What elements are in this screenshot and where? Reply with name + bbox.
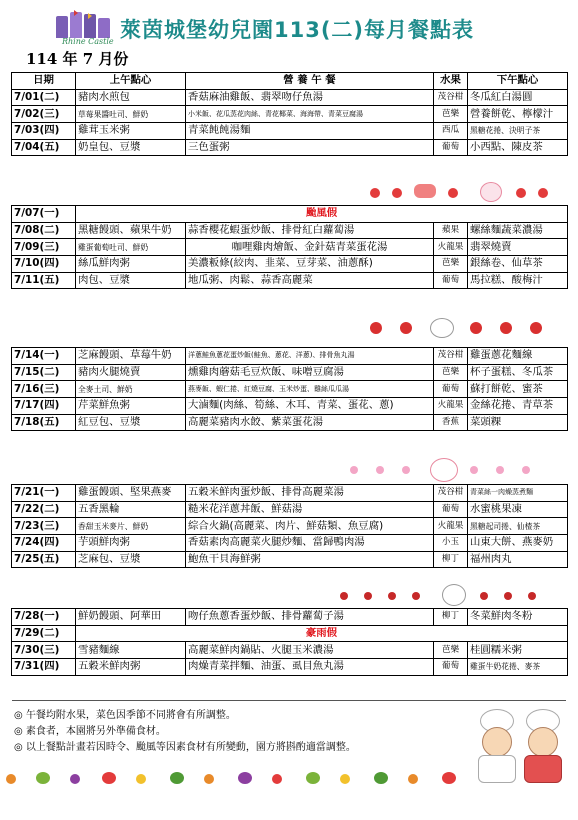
fruit-cell: 茂谷柑 [434, 89, 468, 106]
pm-snack-cell: 福州肉丸 [468, 551, 568, 568]
column-header-pm-snack: 下午點心 [468, 73, 568, 90]
table-row [12, 609, 568, 626]
pm-snack-cell: 小西點、陳皮茶 [468, 139, 568, 156]
lunch-cell: 咖哩雞肉燴飯、金針菇青菜蛋花湯 [186, 239, 434, 256]
lunch-cell: 大滷麵(肉絲、筍絲、木耳、青菜、蛋花、蔥) [186, 398, 434, 415]
date-cell: 7/11(五) [12, 272, 76, 289]
lunch-cell: 高麗菜豬肉水餃、紫菜蛋花湯 [186, 414, 434, 431]
lunch-cell: 糙米花洋蔥丼飯、鮮菇湯 [186, 501, 434, 518]
date-cell: 7/22(二) [12, 501, 76, 518]
pm-snack-cell: 雞蛋牛奶花捲、麥茶 [468, 659, 568, 676]
pm-snack-cell: 蘇打餅乾、蜜茶 [468, 381, 568, 398]
pm-snack-cell: 銀絲卷、仙草茶 [468, 256, 568, 273]
am-snack-cell: 黑糖饅頭、蘋果牛奶 [76, 222, 186, 239]
pm-snack-cell: 營養餅乾、檸檬汁 [468, 106, 568, 123]
column-header-lunch: 營 養 午 餐 [186, 73, 434, 90]
date-cell: 7/02(三) [12, 106, 76, 123]
date-cell: 7/14(一) [12, 348, 76, 365]
chef-kids-illustration [470, 705, 570, 785]
lunch-cell: 燕麥飯、蝦仁捲、紅燒豆腐、玉米炒蛋、雞絲瓜瓜湯 [186, 381, 434, 398]
fruit-cell: 西瓜 [434, 123, 468, 140]
fruit-cell: 火龍果 [434, 518, 468, 535]
date-cell: 7/30(三) [12, 642, 76, 659]
pm-snack-cell: 山東大餅、燕麥奶 [468, 535, 568, 552]
am-snack-cell: 芝麻饅頭、草莓牛奶 [76, 348, 186, 365]
pm-snack-cell: 水蜜桃果凍 [468, 501, 568, 518]
lunch-cell: 蒜香櫻花蝦蛋炒飯、排骨紅白蘿蔔湯 [186, 222, 434, 239]
table-row [12, 551, 568, 568]
lunch-cell: 香菇素肉高麗菜火腿炒麵、當歸鴨肉湯 [186, 535, 434, 552]
lunch-cell: 鮑魚干貝海鮮粥 [186, 551, 434, 568]
table-row [12, 139, 568, 156]
date-cell: 7/08(二) [12, 222, 76, 239]
date-cell: 7/29(二) [12, 625, 76, 642]
pm-snack-cell: 雞蛋蔥花麵線 [468, 348, 568, 365]
holiday-cell: 颱風假 [76, 206, 568, 223]
am-snack-cell: 芹菜鮮魚粥 [76, 398, 186, 415]
lunch-cell: 香菇麻油雞飯、翡翠吻仔魚湯 [186, 89, 434, 106]
pm-snack-cell: 翡翠燒賣 [468, 239, 568, 256]
table-row [12, 414, 568, 431]
am-snack-cell: 鮮奶饅頭、阿華田 [76, 609, 186, 626]
date-cell: 7/18(五) [12, 414, 76, 431]
am-snack-cell: 雞蛋饅頭、堅果燕麥 [76, 485, 186, 502]
vegetable-decoration [6, 770, 476, 786]
month-label: 114 年 7 月份 [26, 50, 129, 68]
table-row [12, 642, 568, 659]
pm-snack-cell: 馬拉糕、酸梅汁 [468, 272, 568, 289]
pm-snack-cell: 金絲花捲、青草茶 [468, 398, 568, 415]
table-row [12, 106, 568, 123]
lunch-cell: 燻雞肉蘑菇毛豆炊飯、味噌豆腐湯 [186, 364, 434, 381]
date-cell: 7/10(四) [12, 256, 76, 273]
date-cell: 7/03(四) [12, 123, 76, 140]
lunch-cell: 高麗菜鮮肉鍋貼、火腿玉米濃湯 [186, 642, 434, 659]
table-row [12, 518, 568, 535]
pm-snack-cell: 冬菜鮮肉冬粉 [468, 609, 568, 626]
table-row [12, 364, 568, 381]
table-row [12, 625, 568, 642]
table-row [12, 381, 568, 398]
date-cell: 7/21(一) [12, 485, 76, 502]
fruit-cell: 葡萄 [434, 501, 468, 518]
pm-snack-cell: 杯子蛋糕、冬瓜茶 [468, 364, 568, 381]
table-header-row [12, 73, 568, 90]
am-snack-cell: 雪豬麵線 [76, 642, 186, 659]
lunch-cell: 肉燥青菜拌麵、油蛋、虱目魚丸湯 [186, 659, 434, 676]
fruit-cell: 芭樂 [434, 256, 468, 273]
fruit-cell: 小玉 [434, 535, 468, 552]
date-cell: 7/07(一) [12, 206, 76, 223]
date-cell: 7/17(四) [12, 398, 76, 415]
lunch-cell: 洋蔥鮭魚蔥花蛋炒飯(鮭魚、蔥花、洋蔥)、排骨魚丸湯 [186, 348, 434, 365]
column-header-am-snack: 上午點心 [76, 73, 186, 90]
apple-decoration [360, 316, 578, 338]
lunch-cell: 青菜飩飩湯麵 [186, 123, 434, 140]
lunch-cell: 美濃粄條(絞肉、韭菜、豆芽菜、油蔥酥) [186, 256, 434, 273]
table-row [12, 256, 568, 273]
table-row [12, 89, 568, 106]
fruit-cell: 茂谷柑 [434, 348, 468, 365]
page-title: 萊茵城堡幼兒園113(二)每月餐點表 [120, 18, 475, 42]
cherry-decoration [330, 584, 570, 606]
table-row [12, 222, 568, 239]
note-item: ◎ 素食者，本園將另外準備食材。 [14, 726, 166, 737]
am-snack-cell: 芋頭鮮肉粥 [76, 535, 186, 552]
holiday-cell: 豪雨假 [76, 625, 568, 642]
fruit-cell: 芭樂 [434, 642, 468, 659]
fruit-cell: 茂谷柑 [434, 485, 468, 502]
date-cell: 7/15(二) [12, 364, 76, 381]
header [0, 0, 578, 70]
am-snack-cell: 豬肉火腿燒賣 [76, 364, 186, 381]
am-snack-cell: 紅豆包、豆漿 [76, 414, 186, 431]
column-header-date: 日期 [12, 73, 76, 90]
school-logo [54, 10, 114, 46]
date-cell: 7/16(三) [12, 381, 76, 398]
date-cell: 7/28(一) [12, 609, 76, 626]
am-snack-cell: 香甜玉米麥片、鮮奶 [76, 518, 186, 535]
note-item: ◎ 午餐均附水果，菜色因季節不同將會有所調整。 [14, 710, 236, 721]
week-table-1 [11, 72, 568, 156]
pm-snack-cell: 菜頭粿 [468, 414, 568, 431]
lunch-cell: 五穀米鮮肉蛋炒飯、排骨高麗菜湯 [186, 485, 434, 502]
pm-snack-cell: 青菜絲一肉燥蒸煮麵 [468, 485, 568, 502]
fruit-cell: 柳丁 [434, 551, 468, 568]
date-cell: 7/31(四) [12, 659, 76, 676]
fruit-cell: 柳丁 [434, 609, 468, 626]
fruit-cell: 葡萄 [434, 659, 468, 676]
fruit-cell: 蘋果 [434, 222, 468, 239]
notes [14, 708, 434, 756]
am-snack-cell: 五穀米鮮肉粥 [76, 659, 186, 676]
table-row [12, 348, 568, 365]
table-row [12, 398, 568, 415]
week-table-3 [11, 347, 568, 431]
fruit-cell: 葡萄 [434, 381, 468, 398]
pm-snack-cell: 黑糖花捲、決明子茶 [468, 123, 568, 140]
fruit-cell: 芭樂 [434, 106, 468, 123]
am-snack-cell: 五香黑輪 [76, 501, 186, 518]
pm-snack-cell: 黑糖起司捲、仙楂茶 [468, 518, 568, 535]
date-cell: 7/24(四) [12, 535, 76, 552]
table-row [12, 239, 568, 256]
am-snack-cell: 絲瓜鮮肉粥 [76, 256, 186, 273]
pm-snack-cell: 桂圓糯米粥 [468, 642, 568, 659]
am-snack-cell: 雞蛋葡萄吐司、鮮奶 [76, 239, 186, 256]
lunch-cell: 三色蛋粥 [186, 139, 434, 156]
lunch-cell: 小米飯、花瓜蒸花肉絲、青花椰菜、海海帶、青菜豆腐湯 [186, 106, 434, 123]
table-row [12, 272, 568, 289]
am-snack-cell: 芝麻包、豆漿 [76, 551, 186, 568]
table-row [12, 501, 568, 518]
am-snack-cell: 全麥土司、鮮奶 [76, 381, 186, 398]
table-row [12, 535, 568, 552]
lunch-cell: 地瓜粥、肉鬆、蒜香高麗菜 [186, 272, 434, 289]
fruit-cell: 火龍果 [434, 239, 468, 256]
fruit-cell: 葡萄 [434, 272, 468, 289]
fruit-cell: 香蕉 [434, 414, 468, 431]
lunch-cell: 綜合火鍋(高麗菜、肉片、鮮菇類、魚豆腐) [186, 518, 434, 535]
week-table-4 [11, 484, 568, 568]
divider [12, 700, 566, 701]
lunch-cell: 吻仔魚蔥香蛋炒飯、排骨蘿蔔子湯 [186, 609, 434, 626]
am-snack-cell: 草莓果醬吐司、鮮奶 [76, 106, 186, 123]
table-row [12, 206, 568, 223]
am-snack-cell: 肉包、豆漿 [76, 272, 186, 289]
strawberry-decoration [330, 180, 570, 202]
am-snack-cell: 雞茸玉米粥 [76, 123, 186, 140]
am-snack-cell: 豬肉水煎包 [76, 89, 186, 106]
week-table-5 [11, 608, 568, 676]
date-cell: 7/04(五) [12, 139, 76, 156]
week-table-2 [11, 205, 568, 289]
date-cell: 7/09(三) [12, 239, 76, 256]
date-cell: 7/01(二) [12, 89, 76, 106]
logo-text: Rhine Castle [62, 37, 114, 46]
table-row [12, 485, 568, 502]
fruit-cell: 火龍果 [434, 398, 468, 415]
am-snack-cell: 奶皇包、豆漿 [76, 139, 186, 156]
date-cell: 7/25(五) [12, 551, 76, 568]
pm-snack-cell: 冬瓜紅白湯圓 [468, 89, 568, 106]
date-cell: 7/23(三) [12, 518, 76, 535]
fruit-cell: 葡萄 [434, 139, 468, 156]
fruit-cell: 芭樂 [434, 364, 468, 381]
table-row [12, 123, 568, 140]
table-row [12, 659, 568, 676]
column-header-fruit: 水果 [434, 73, 468, 90]
candy-decoration [340, 458, 578, 480]
note-item: ◎ 以上餐點計畫若因時令、颱風等因素食材有所變動，園方將斟酌適當調整。 [14, 742, 356, 753]
pm-snack-cell: 螺絲麵蔬菜濃湯 [468, 222, 568, 239]
